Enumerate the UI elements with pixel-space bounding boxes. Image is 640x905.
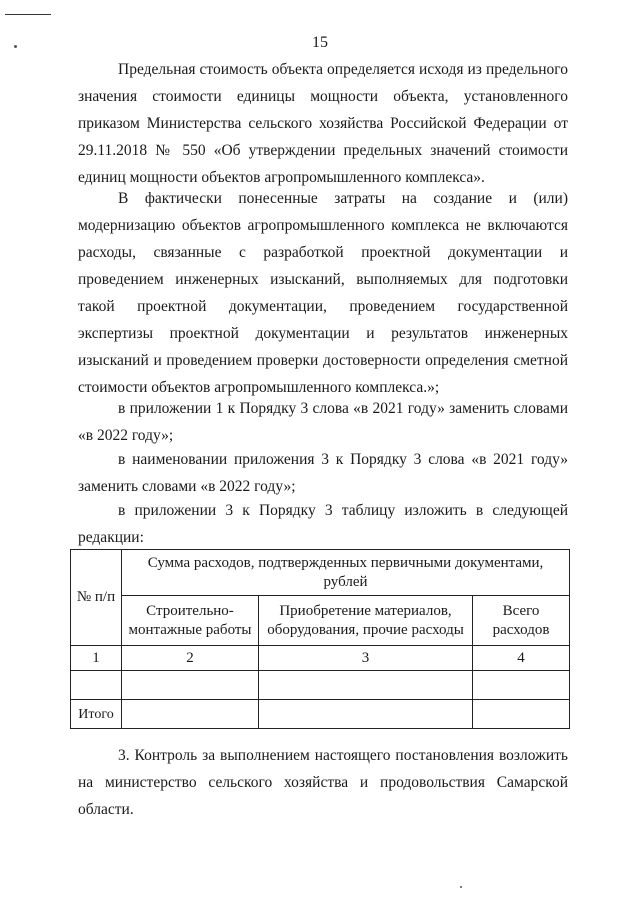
paragraph-appendix-1: в приложении 1 к Порядку 3 слова «в 2021 году» заменить словами «в 2022 году»; [78, 400, 568, 444]
table-cell: 4 [473, 646, 570, 671]
paragraph-appendix-3-table: в приложении 3 к Порядку 3 таблицу изложить в следующей редакции: [78, 502, 568, 546]
header-group: Сумма расходов, подтвержденных первичными документами, рублей [122, 550, 570, 596]
table-cell [71, 671, 122, 700]
table-cell [473, 671, 570, 700]
table-cell: 3 [259, 646, 473, 671]
expenses-table [70, 549, 570, 729]
header-materials: Приобретение материалов, оборудования, прочие расходы [259, 596, 473, 646]
table-cell: 2 [122, 646, 259, 671]
table-total-row [71, 700, 570, 729]
table-row [71, 671, 570, 700]
table-subheader-row [71, 596, 570, 646]
scan-dot [460, 886, 462, 888]
table-cell [259, 671, 473, 700]
total-label: Итого [71, 700, 122, 729]
scan-mark [5, 14, 51, 15]
table-header-row [71, 550, 570, 596]
header-construction: Строительно-монтажные работы [122, 596, 259, 646]
header-total: Всего расходов [473, 596, 570, 646]
table-row [71, 646, 570, 671]
page-number: 15 [312, 34, 328, 51]
paragraph-appendix-3-title: в наименовании приложения 3 к Порядку 3 слова «в 2021 году» заменить словами «в 2022 году»; [78, 451, 568, 495]
paragraph-cost-limit: Предельная стоимость объекта определяется исходя из предельного значения стоимости единицы мощности объекта, установленного приказом Министерства сельского хозяйства Российской Федерации от 29.11.2018 № 550 «Об утверждении предельных значений стоимости единиц мощности объектов агропромышленного комплекса». [78, 61, 568, 186]
table-cell [122, 700, 259, 729]
header-number: № п/п [71, 550, 122, 646]
paragraph-excluded-costs: В фактически понесенные затраты на создание и (или) модернизацию объектов агропромышленного комплекса не включаются расходы, связанные с разработкой проектной документации и проведением инженерных изысканий, выполняемых для подготовки такой проектной документации, проведением государственной экспертизы проектной документации и результатов инженерных изысканий и проведением проверки достоверности определения сметной стоимости объектов агропромышленного комплекса.»; [78, 190, 568, 396]
table-cell [122, 671, 259, 700]
paragraph-control: 3. Контроль за выполнением настоящего постановления возложить на министерство сельского хозяйства и продовольствия Самарской области. [78, 747, 568, 818]
table-cell: 1 [71, 646, 122, 671]
table-cell [259, 700, 473, 729]
table-cell [473, 700, 570, 729]
